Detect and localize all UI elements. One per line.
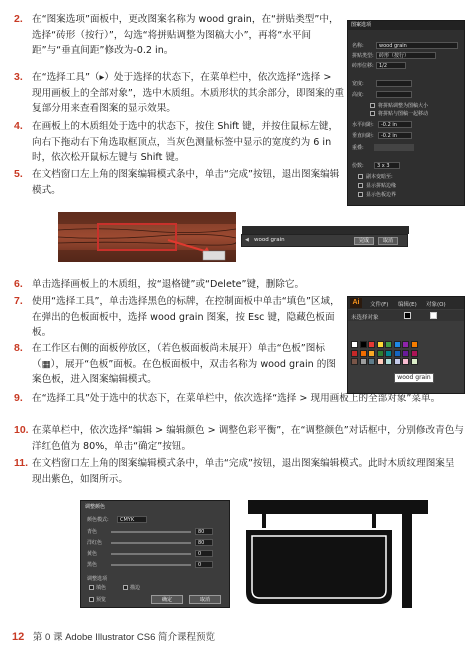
yellow-slider[interactable] <box>111 553 191 555</box>
magenta-label: 洋红色 <box>87 540 103 546</box>
color-swatch[interactable] <box>402 358 409 365</box>
control-panel <box>348 310 464 321</box>
fit-tile-checkbox[interactable] <box>370 103 375 108</box>
cyan-input[interactable]: 80 <box>195 528 213 535</box>
footer-title: Adobe Illustrator CS6 简介课程预览 <box>65 632 216 643</box>
stroke-swatch[interactable] <box>430 312 437 319</box>
h-spacing-label: 水平间距: <box>352 122 374 128</box>
magenta-slider[interactable] <box>111 542 191 544</box>
show-swatch-label: 显示色板边界 <box>366 192 397 198</box>
color-swatch[interactable] <box>394 350 401 357</box>
color-swatch[interactable] <box>377 350 384 357</box>
step-number: 7. <box>14 295 23 307</box>
magenta-input[interactable]: 80 <box>195 539 213 546</box>
step-number: 8. <box>14 342 23 354</box>
name-input[interactable]: wood grain <box>376 42 458 49</box>
step-number: 9. <box>14 392 23 404</box>
ai-menubar <box>348 297 464 309</box>
color-swatch[interactable] <box>360 350 367 357</box>
no-selection-label: 未选择对象 <box>351 315 379 321</box>
height-input[interactable] <box>376 91 412 98</box>
step-text: 在菜单栏中，依次选择“编辑 > 编辑颜色 > 调整色彩平衡”，在“调整颜色”对话框中，分别修改青色与洋红色值为 80%，单击“确定”按钮。 <box>32 425 464 452</box>
show-edge-checkbox[interactable] <box>358 183 363 188</box>
yellow-label: 黄色 <box>87 551 98 557</box>
color-swatch[interactable] <box>385 358 392 365</box>
dim-copies-label: 副本变暗至: <box>366 174 393 180</box>
wood-board-image <box>58 212 236 262</box>
step-number: 6. <box>14 278 23 290</box>
adjust-colors-dialog <box>80 500 230 608</box>
done-button[interactable]: 完成 <box>354 237 374 245</box>
fill-label: 填色 <box>96 585 107 591</box>
color-swatch[interactable] <box>411 341 418 348</box>
black-label: 黑色 <box>87 562 98 568</box>
step-5 <box>14 167 344 198</box>
swatch-tooltip: wood grain <box>394 373 434 383</box>
step-number: 2. <box>14 13 23 25</box>
color-swatch[interactable] <box>385 350 392 357</box>
cancel-dialog-button[interactable]: 取消 <box>189 595 221 604</box>
step-number: 4. <box>14 120 23 132</box>
v-spacing-input[interactable]: -0.2 in <box>378 132 412 139</box>
move-tile-label: 将拼贴与图稿一起移动 <box>378 111 429 117</box>
cyan-label: 青色 <box>87 529 98 535</box>
sign-result-image <box>242 500 434 608</box>
menu-edit[interactable]: 编辑(E) <box>398 302 417 308</box>
step-number: 11. <box>14 457 29 469</box>
step-number: 3. <box>14 71 23 83</box>
width-input[interactable] <box>376 80 412 87</box>
black-input[interactable]: 0 <box>195 561 213 568</box>
v-spacing-label: 垂直间距: <box>352 133 374 139</box>
page-footer <box>12 629 215 643</box>
ai-swatches-panel <box>347 296 465 394</box>
color-swatch[interactable] <box>377 358 384 365</box>
color-swatch[interactable] <box>411 358 418 365</box>
preview-checkbox[interactable] <box>89 597 94 602</box>
step-text: 在文档窗口左上角的图案编辑模式条中，单击“完成”按钮，退出图案编辑模式。此时木质纹理图案呈现出紫色，如图所示。 <box>32 458 455 485</box>
cancel-button[interactable]: 取消 <box>378 237 398 245</box>
copies-select[interactable]: 3 x 3 <box>374 162 400 169</box>
mode-label: 颜色模式: <box>87 517 109 523</box>
ok-button[interactable]: 确定 <box>151 595 183 604</box>
pattern-options-panel <box>347 20 465 206</box>
step-4 <box>14 119 344 166</box>
move-tile-checkbox[interactable] <box>370 111 375 116</box>
cyan-slider[interactable] <box>111 531 191 533</box>
brick-offset-label: 砖形位移: <box>352 63 374 69</box>
step-3 <box>14 70 344 117</box>
footer-chapter: 第 0 课 <box>32 632 63 643</box>
step-text: 在画板上的木质组处于选中的状态下，按住 Shift 键，并按住鼠标左键，向右下拖动右下角选取框顶点，当灰色测量标签中显示的宽度约为 6 in 时，依次松开鼠标左键与 Shift 键。 <box>32 121 339 163</box>
color-swatch[interactable] <box>402 350 409 357</box>
panel-titlebar <box>348 21 464 30</box>
step-7 <box>14 294 344 341</box>
back-arrow-icon[interactable]: ◀ <box>245 237 249 243</box>
sign-artwork <box>242 500 434 608</box>
step-2 <box>14 12 344 59</box>
mode-select[interactable]: CMYK <box>117 516 147 523</box>
menu-object[interactable]: 对象(O) <box>426 302 446 308</box>
color-swatch[interactable] <box>368 341 375 348</box>
step-text: 单击选择画板上的木质组，按“退格键”或“Delete”键，删除它。 <box>32 279 305 290</box>
color-swatch[interactable] <box>351 358 358 365</box>
color-swatch[interactable] <box>360 341 367 348</box>
step-text: 在工作区右侧的面板停放区，（若色板面板尚未展开）单击“色板”图标（▦），展开“色板”面板。在色板面板中，双击名称为 wood grain 的图案色板，进入图案编辑模式。 <box>32 343 336 385</box>
step-11 <box>14 456 464 487</box>
step-text: 在“选择工具”（▸）处于选择的状态下，在菜单栏中，依次选择“选择 > 现用画板上的全部对象”，选中木质组。木质形状的其余部分，即图案的重复部分用来查看图案的显示效果。 <box>32 72 344 114</box>
stroke-label: 描边 <box>130 585 141 591</box>
swatch-grid <box>351 341 421 375</box>
dim-copies-checkbox[interactable] <box>358 174 363 179</box>
adjust-options-label: 调整选项 <box>87 576 108 582</box>
step-6 <box>14 277 344 293</box>
color-swatch[interactable] <box>368 350 375 357</box>
yellow-input[interactable]: 0 <box>195 550 213 557</box>
mode-bar-tabs <box>242 226 409 234</box>
step-10 <box>14 423 464 454</box>
color-swatch[interactable] <box>351 341 358 348</box>
tile-type-label: 拼贴类型: <box>352 53 374 59</box>
show-swatch-checkbox[interactable] <box>358 192 363 197</box>
color-swatch[interactable] <box>394 341 401 348</box>
wood-grain-artwork <box>58 212 236 262</box>
color-swatch[interactable] <box>368 358 375 365</box>
brick-offset-select[interactable]: 1/2 <box>376 62 406 69</box>
width-label: 宽度: <box>352 81 364 87</box>
color-swatch[interactable] <box>351 350 358 357</box>
color-swatch[interactable] <box>360 358 367 365</box>
copies-label: 份数: <box>352 163 364 169</box>
tile-type-select[interactable]: 砖形（按行） <box>376 52 436 59</box>
fill-swatch[interactable] <box>404 312 411 319</box>
overlap-label: 重叠: <box>352 145 364 151</box>
color-swatch[interactable] <box>394 358 401 365</box>
step-text: 在文档窗口左上角的图案编辑模式条中，单击“完成”按钮，退出图案编辑模式。 <box>32 169 340 196</box>
color-swatch[interactable] <box>385 341 392 348</box>
mode-bar-pattern-name: wood grain <box>254 237 285 243</box>
menu-file[interactable]: 文件(F) <box>370 302 389 308</box>
stroke-checkbox[interactable] <box>123 585 128 590</box>
step-8 <box>14 341 344 388</box>
fit-tile-label: 将拼贴调整为图稿大小 <box>378 103 429 109</box>
step-text: 使用“选择工具”，单击选择黑色的标牌，在控制面板中单击“填色”区域，在弹出的色板面板中，选择 wood grain 图案，按 Esc 键，隐藏色板面板。 <box>32 296 340 338</box>
step-9 <box>14 391 464 407</box>
preview-label: 预览 <box>96 597 107 603</box>
show-edge-label: 显示拼贴边缘 <box>366 183 397 189</box>
step-number: 10. <box>14 424 29 436</box>
color-swatch[interactable] <box>377 341 384 348</box>
dialog-title: 调整颜色 <box>85 504 106 510</box>
overlap-buttons[interactable] <box>374 144 414 151</box>
color-swatch[interactable] <box>402 341 409 348</box>
h-spacing-input[interactable]: -0.2 in <box>378 121 412 128</box>
height-label: 高度: <box>352 92 364 98</box>
pattern-mode-bar <box>241 234 408 247</box>
ai-logo: Ai <box>350 298 362 308</box>
color-swatch[interactable] <box>411 350 418 357</box>
page-number: 12 <box>12 631 25 643</box>
fill-checkbox[interactable] <box>89 585 94 590</box>
step-number: 5. <box>14 168 23 180</box>
name-label: 名称: <box>352 43 364 49</box>
black-slider[interactable] <box>111 564 191 566</box>
step-text: 在“图案选项”面板中，更改图案名称为 wood grain，在“拼贴类型”中，选择“砖形（按行）”，勾选“将拼贴调整为图稿大小”，再将“水平间距”与“垂直间距”修改为-0.2 in。 <box>32 14 339 56</box>
step-text: 在“选择工具”处于选中的状态下，在菜单栏中，依次选择“选择 > 现用画板上的全部对象”菜单。 <box>32 393 441 404</box>
panel-title: 图案选项 <box>351 22 372 28</box>
